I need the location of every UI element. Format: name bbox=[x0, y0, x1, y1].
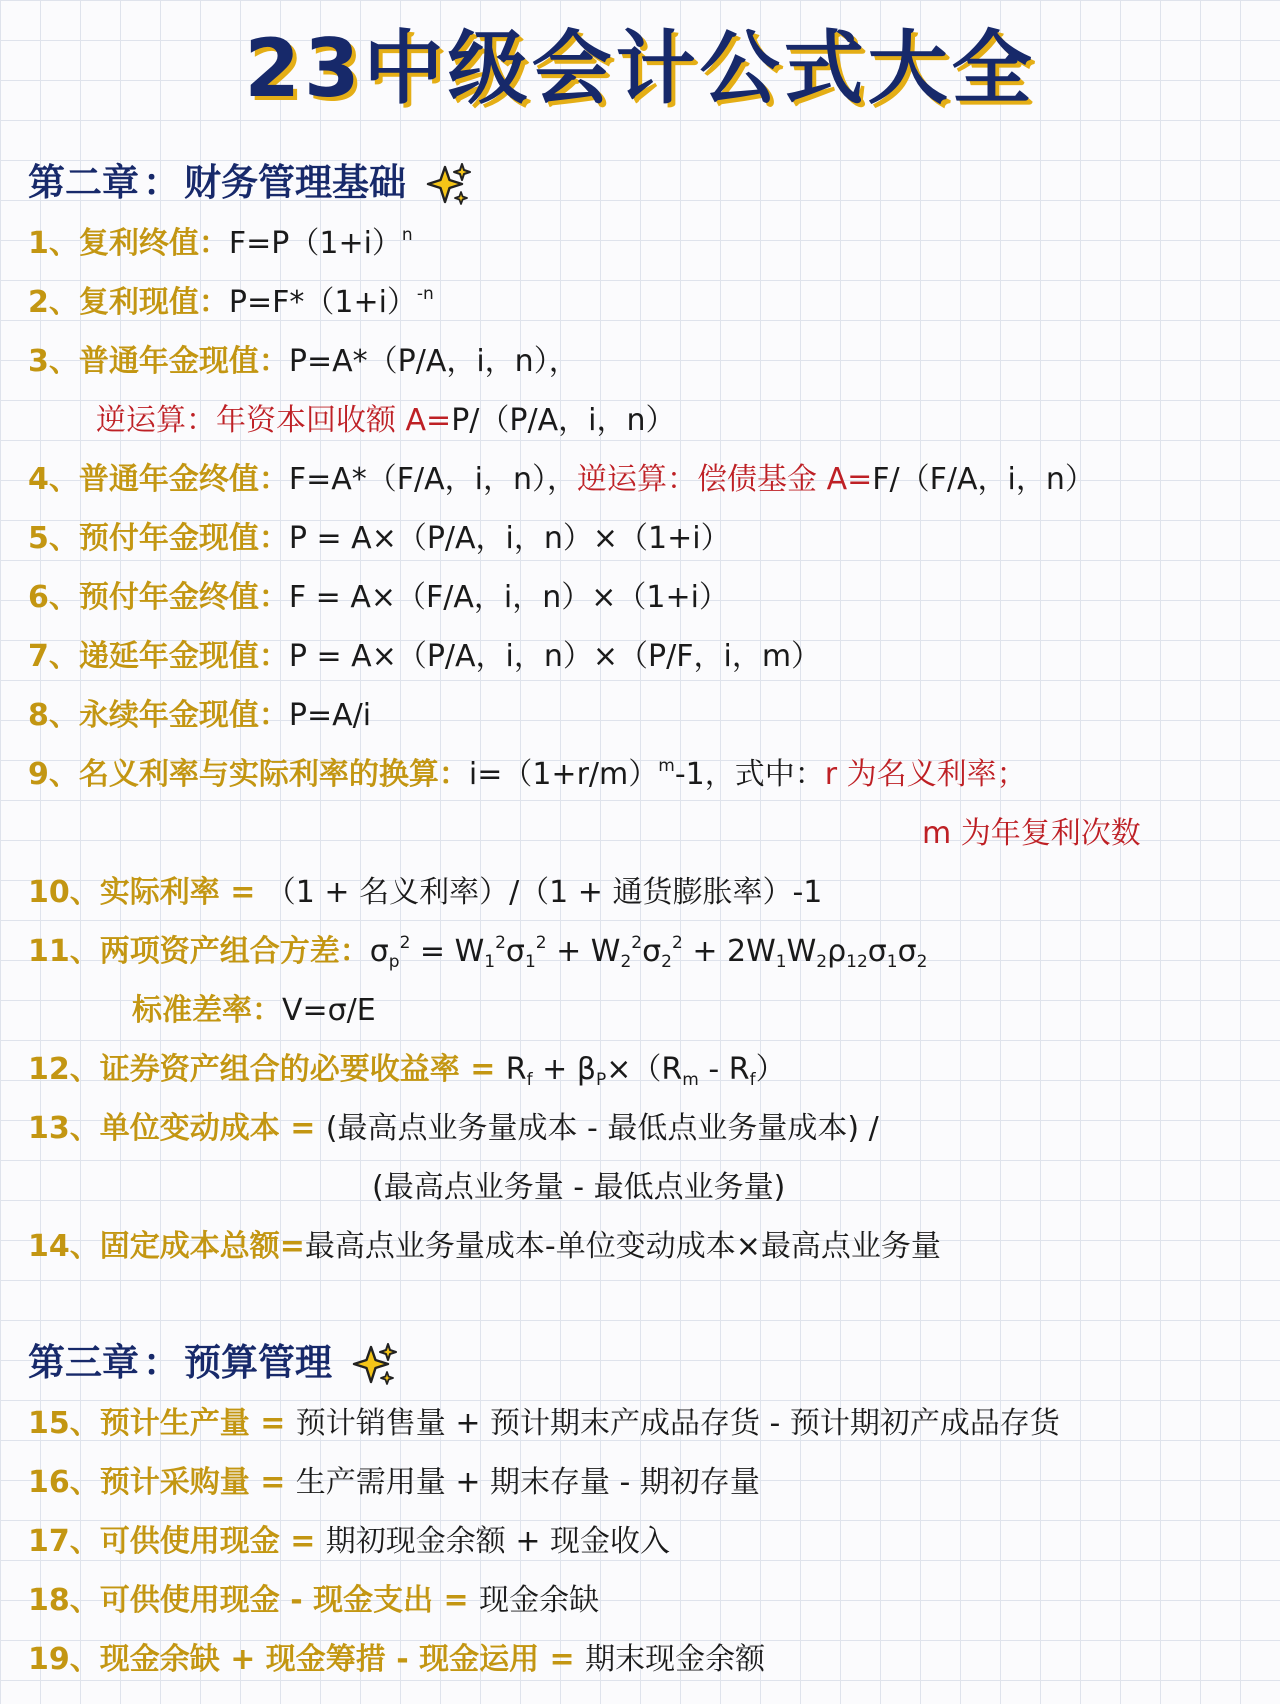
formula-item bbox=[28, 1522, 670, 1562]
formula-item bbox=[28, 578, 729, 618]
formula-label: 标准差率： bbox=[132, 993, 282, 1028]
inverse-op-note: 逆运算：年资本回收额 A= bbox=[96, 403, 452, 438]
formula-label: 17、可供使用现金 = bbox=[28, 1524, 326, 1559]
formula-label: 11、两项资产组合方差： bbox=[28, 934, 370, 969]
formula-text: 预计销售量 + 预计期末产成品存货 - 预计期初产成品存货 bbox=[295, 1406, 1060, 1441]
formula-exponent: m bbox=[658, 756, 675, 776]
sparkles-icon bbox=[351, 1342, 399, 1388]
formula-item bbox=[28, 519, 731, 559]
formula-text: F=A*（F/A，i，n）， bbox=[288, 462, 578, 497]
formula-item bbox=[28, 696, 371, 736]
formula-item bbox=[28, 1109, 879, 1149]
formula-continuation bbox=[372, 1168, 785, 1208]
formula-item bbox=[28, 1050, 786, 1090]
chapter-3-heading bbox=[28, 1332, 399, 1388]
formula-text: 期初现金余额 + 现金收入 bbox=[325, 1524, 670, 1559]
formula-text: 最高点业务量成本-单位变动成本×最高点业务量 bbox=[304, 1229, 941, 1264]
formula-continuation bbox=[132, 991, 376, 1031]
formula-label: 2、复利现值： bbox=[28, 285, 229, 320]
formula-item bbox=[28, 932, 927, 972]
formula-text: V=σ/E bbox=[282, 993, 376, 1028]
formula-exponent: n bbox=[401, 225, 413, 245]
chapter-3-number: 第三章 bbox=[28, 1341, 139, 1384]
formula-label: 8、永续年金现值： bbox=[28, 698, 289, 733]
formula-label: 15、预计生产量 = bbox=[28, 1406, 296, 1441]
formula-text: （1 + 名义利率）/（1 + 通货膨胀率）-1 bbox=[265, 875, 823, 910]
formula-item bbox=[28, 873, 822, 913]
formula-label: 14、固定成本总额= bbox=[28, 1229, 305, 1264]
formula-item bbox=[28, 460, 1095, 500]
variable-note: r 为名义利率； bbox=[824, 757, 1027, 792]
formula-label: 7、递延年金现值： bbox=[28, 639, 289, 674]
formula-label: 10、实际利率 = bbox=[28, 875, 266, 910]
formula-continuation bbox=[96, 401, 675, 441]
formula-label: 12、证券资产组合的必要收益率 = bbox=[28, 1052, 506, 1087]
formula-text: 生产需用量 + 期末存量 - 期初存量 bbox=[295, 1465, 760, 1500]
formula-label: 3、普通年金现值： bbox=[28, 344, 289, 379]
variable-note: m 为年复利次数 bbox=[922, 816, 1141, 851]
chapter-3-colon: ： bbox=[143, 1341, 180, 1384]
formula-text: F/（F/A，i，n） bbox=[872, 462, 1095, 497]
formula-item bbox=[28, 342, 579, 382]
chapter-2-colon: ： bbox=[143, 161, 180, 204]
formula-label: 13、单位变动成本 = bbox=[28, 1111, 326, 1146]
formula-text: 现金余缺 bbox=[479, 1583, 600, 1618]
formula-item bbox=[28, 637, 821, 677]
page-title: 23中级会计公式大全 bbox=[244, 22, 1036, 115]
sparkles-icon bbox=[425, 162, 473, 208]
formula-label: 9、名义利率与实际利率的换算： bbox=[28, 757, 469, 792]
formula-text: (最高点业务量成本 - 最低点业务量成本) / bbox=[325, 1111, 879, 1146]
formula-label: 1、复利终值： bbox=[28, 226, 229, 261]
formula-text: -1，式中： bbox=[674, 757, 825, 792]
chapter-2-name: 财务管理基础 bbox=[184, 161, 406, 204]
formula-label: 4、普通年金终值： bbox=[28, 462, 289, 497]
formula-text: P=F*（1+i） bbox=[228, 285, 417, 320]
inverse-op-note: 逆运算：偿债基金 A= bbox=[577, 462, 873, 497]
chapter-2-number: 第二章 bbox=[28, 161, 139, 204]
formula-continuation bbox=[922, 814, 1141, 854]
formula-text: P = A×（P/A，i，n）×（P/F，i，m） bbox=[288, 639, 822, 674]
formula-exponent: -n bbox=[416, 284, 434, 304]
formula-label: 6、预付年金终值： bbox=[28, 580, 289, 615]
portfolio-variance-formula: $\sigma_p^2 = W_1^2\sigma_1^2 + W_2^2\sigma_2^2 + 2W_1W_2\rho_{12}\sigma_1\sigma_2$ bbox=[369, 933, 928, 972]
formula-item bbox=[28, 283, 434, 323]
formula-text: P=A*（P/A，i，n）， bbox=[288, 344, 579, 379]
formula-text: i=（1+r/m） bbox=[468, 757, 659, 792]
formula-item bbox=[28, 1404, 1060, 1444]
formula-item bbox=[28, 755, 1027, 795]
formula-item bbox=[28, 1640, 765, 1680]
formula-text: P = A×（P/A，i，n）×（1+i） bbox=[288, 521, 731, 556]
formula-text: (最高点业务量 - 最低点业务量) bbox=[372, 1170, 786, 1205]
formula-label: 19、现金余缺 + 现金筹措 - 现金运用 = bbox=[28, 1642, 586, 1677]
formula-label: 5、预付年金现值： bbox=[28, 521, 289, 556]
formula-item bbox=[28, 1581, 599, 1621]
formula-item bbox=[28, 224, 413, 264]
formula-text: F=P（1+i） bbox=[228, 226, 402, 261]
formula-item bbox=[28, 1463, 760, 1503]
formula-text: P/（P/A，i，n） bbox=[451, 403, 676, 438]
required-return-formula: $R_f + \beta_P\times(R_m - R_f)$ bbox=[505, 1052, 786, 1090]
formula-label: 18、可供使用现金 - 现金支出 = bbox=[28, 1583, 480, 1618]
formula-item bbox=[28, 1227, 941, 1267]
formula-text: 期末现金余额 bbox=[585, 1642, 766, 1677]
formula-text: F = A×（F/A，i，n）×（1+i） bbox=[288, 580, 729, 615]
formula-label: 16、预计采购量 = bbox=[28, 1465, 296, 1500]
chapter-2-heading bbox=[28, 152, 473, 208]
formula-text: P=A/i bbox=[288, 698, 372, 733]
chapter-3-name: 预算管理 bbox=[184, 1341, 332, 1384]
